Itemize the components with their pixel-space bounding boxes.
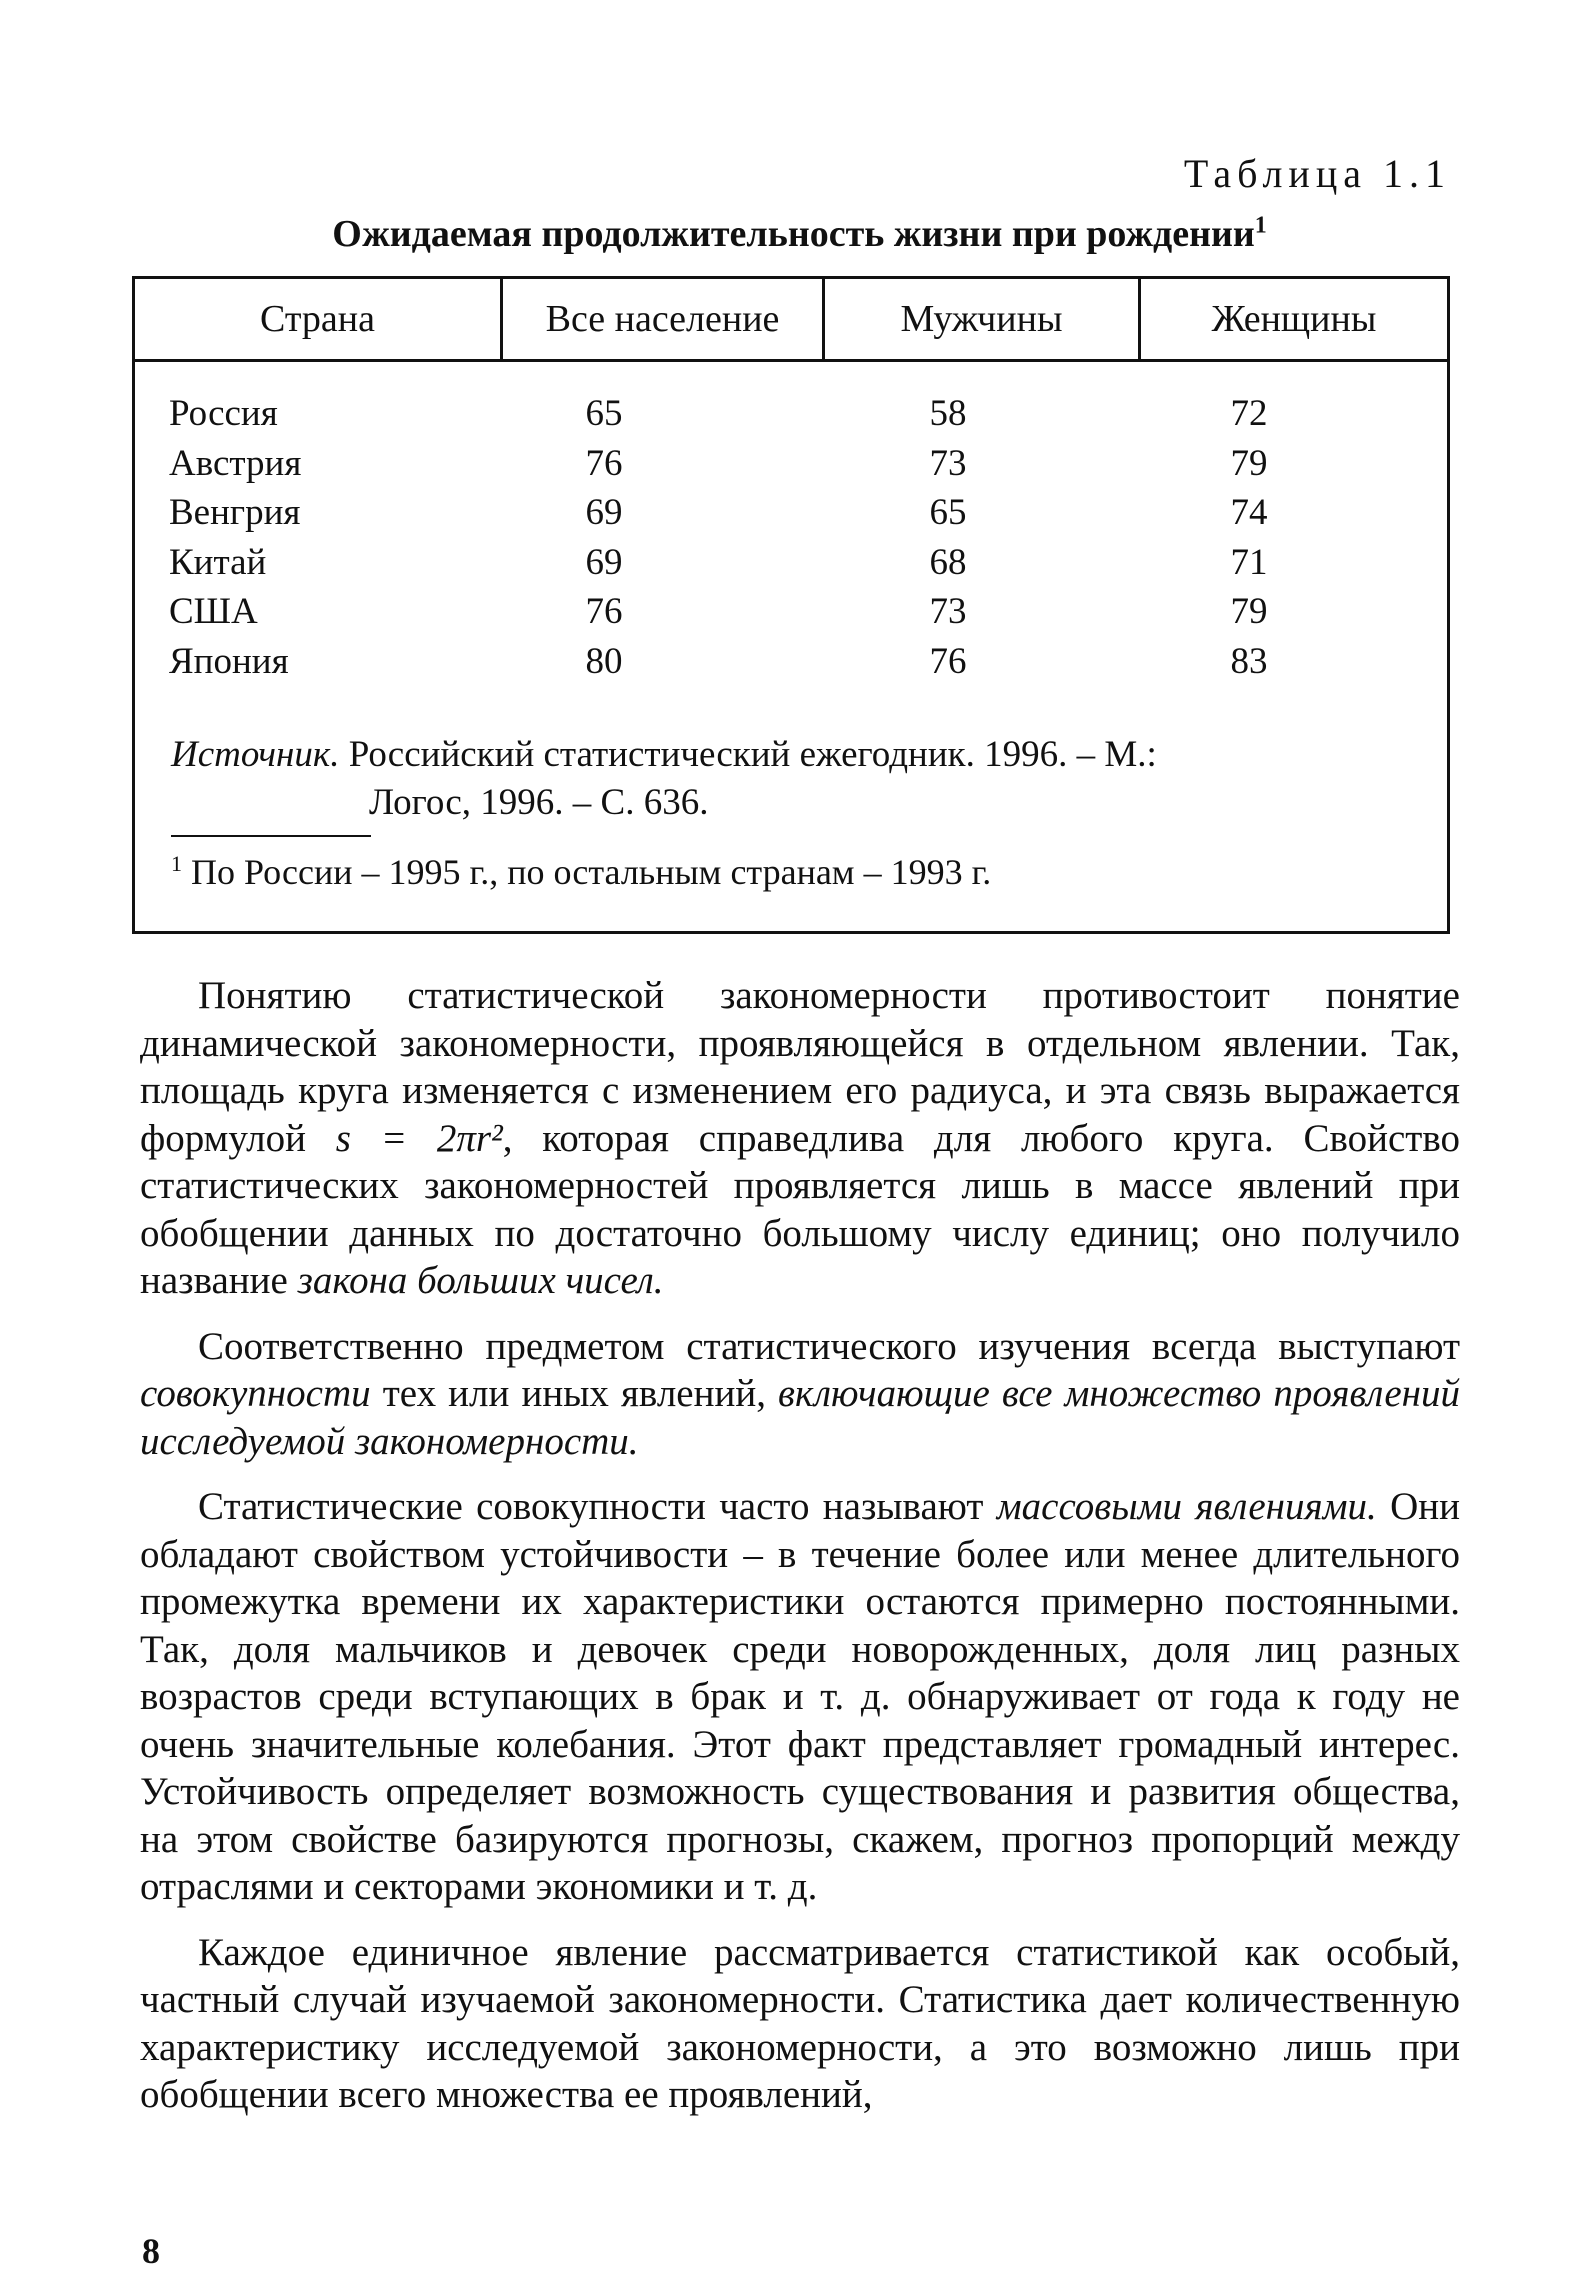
circle-area-formula: s = 2πr²: [335, 1116, 503, 1160]
paragraph-3-text-b: Они обладают свойством устойчивости – в течение более или менее длительного промежутка времени их характеристики остаются примерно постоянными. Так, доля мальчиков и девочек среди новорожденных, доля лиц разных возрастов среди вступающих в брак и т. д. обнаруживает от года к году не очень значительные колебания. Этот факт представляет громадный интерес. Устойчивость определяет возможность существования и развития общества, на этом свойстве базируются прогнозы, скажем, прогноз пропорций между отраслями и секторами экономики и т. д.: [140, 1485, 1461, 1908]
cell-all: 76: [585, 591, 623, 633]
cell-all: 65: [585, 393, 623, 435]
table-title-text: Ожидаемая продолжительность жизни при рождении: [332, 213, 1255, 255]
table-row: [135, 587, 1447, 637]
cell-men: 58: [929, 393, 967, 435]
totality-term: совокупности: [140, 1372, 371, 1415]
cell-country: США: [169, 591, 258, 633]
cell-men: 76: [929, 640, 967, 682]
cell-all: 80: [585, 640, 623, 682]
cell-men: 73: [929, 442, 967, 484]
cell-women: 83: [1230, 640, 1268, 682]
cell-men: 65: [929, 492, 967, 534]
paragraph-3-text-a: Статистические совокупности часто называют: [198, 1485, 984, 1528]
table-row: [135, 538, 1447, 588]
paragraph-2: [140, 1323, 1460, 1466]
paragraph-2-text-b: тех или иных явлений,: [382, 1372, 766, 1415]
table-source: [171, 731, 1411, 827]
table-body: [135, 389, 1447, 686]
cell-men: 73: [929, 591, 967, 633]
paragraph-3: [140, 1483, 1460, 1911]
cell-country: Россия: [169, 393, 278, 435]
cell-country: Китай: [169, 541, 267, 583]
table-header-row: [135, 279, 1447, 362]
table-row: [135, 488, 1447, 538]
cell-all: 69: [585, 541, 623, 583]
table-row: [135, 637, 1447, 687]
page-number: 8: [142, 2231, 160, 2271]
cell-country: Австрия: [169, 442, 302, 484]
cell-women: 79: [1230, 442, 1268, 484]
paragraph-2-emphasis: включающие все множество проявлений исследуемой закономерности.: [140, 1372, 1461, 1463]
cell-women: 71: [1230, 541, 1268, 583]
cell-women: 79: [1230, 591, 1268, 633]
paragraph-4-text: Каждое единичное явление рассматривается статистикой как особый, частный случай изучаемой закономерности. Статистика дает количественную характеристику исследуемой закономерности, а это возможно лишь при обобщении всего множества ее проявлений,: [140, 1930, 1460, 2116]
cell-men: 68: [929, 541, 967, 583]
source-label: Источник.: [171, 734, 340, 775]
table-row: [135, 389, 1447, 439]
header-women: Женщины: [1211, 298, 1377, 340]
footnote-divider: [171, 835, 371, 837]
source-line-2: Логос, 1996. – С. 636.: [369, 782, 709, 823]
cell-country: Япония: [169, 640, 289, 682]
mass-phenomena-term: массовыми явлениями.: [996, 1485, 1377, 1528]
source-text-1: Российский статистический ежегодник. 1996. – М.:: [348, 734, 1157, 775]
table-title: [0, 212, 1579, 256]
cell-country: Венгрия: [169, 492, 301, 534]
header-men: Мужчины: [825, 279, 1141, 359]
source-line-1: [171, 731, 1411, 779]
cell-women: 74: [1230, 492, 1268, 534]
header-all-population: Все население: [503, 279, 825, 359]
paragraph-1: [140, 972, 1460, 1305]
table-footnote: [171, 851, 991, 893]
paragraph-4: [140, 1929, 1460, 2119]
body-text: [140, 972, 1460, 2137]
cell-all: 76: [585, 442, 623, 484]
life-expectancy-table: [132, 276, 1450, 934]
cell-all: 69: [585, 492, 623, 534]
cell-women: 72: [1230, 393, 1268, 435]
table-row: [135, 439, 1447, 489]
footnote-text: По России – 1995 г., по остальным странам – 1993 г.: [191, 852, 992, 892]
header-country: Страна: [135, 279, 503, 359]
table-title-footnote-mark: 1: [1254, 212, 1267, 239]
footnote-mark: 1: [171, 851, 182, 876]
paragraph-1-text-a: Понятию статистической закономерности противостоит понятие динамической закономерности, проявляющейся в отдельном явлении. Так, площадь круга изменяется с изменением его радиуса, и эта связь выражается формулой: [140, 974, 1460, 1160]
paragraph-2-text-a: Соответственно предметом статистического изучения всегда выступают: [198, 1324, 1460, 1368]
table-label: Таблица 1.1: [1183, 151, 1451, 196]
law-of-large-numbers-term: закона больших чисел.: [297, 1259, 664, 1302]
paragraph-1-text-b: , которая справедлива для любого круга. Свойство статистических закономерностей проявляется лишь в массе явлений при обобщении данных по достаточно большому числу единиц; оно получило название: [140, 1116, 1460, 1302]
